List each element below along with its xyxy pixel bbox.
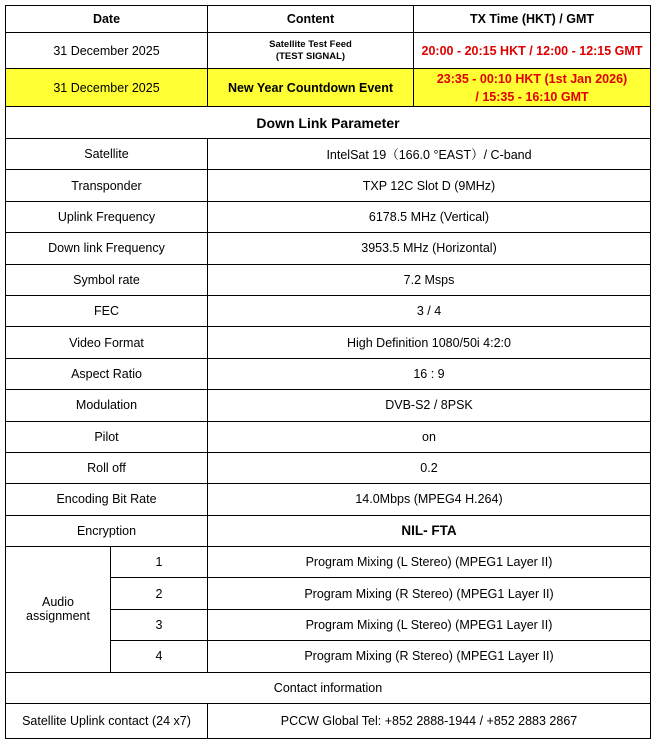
audio-channel-value: Program Mixing (L Stereo) (MPEG1 Layer II) — [208, 547, 651, 578]
schedule-time-line2: / 15:35 - 16:10 GMT — [475, 89, 589, 104]
param-value: on — [208, 421, 651, 452]
param-row — [6, 484, 651, 515]
param-value: 14.0Mbps (MPEG4 H.264) — [208, 484, 651, 515]
schedule-content — [208, 33, 414, 69]
audio-channel-value: Program Mixing (R Stereo) (MPEG1 Layer II) — [208, 578, 651, 609]
param-row — [6, 358, 651, 389]
param-label: Aspect Ratio — [6, 358, 208, 389]
param-label: Encryption — [6, 515, 208, 546]
param-label: Down link Frequency — [6, 233, 208, 264]
param-label: Uplink Frequency — [6, 201, 208, 232]
header-content: Content — [208, 6, 414, 33]
param-row — [6, 139, 651, 170]
param-value: NIL- FTA — [208, 515, 651, 546]
audio-assignment-label: Audio assignment — [6, 547, 111, 673]
param-row — [6, 201, 651, 232]
header-tx-time: TX Time (HKT) / GMT — [414, 6, 651, 33]
param-value: 3 / 4 — [208, 295, 651, 326]
contact-value: PCCW Global Tel: +852 2888-1944 / +852 2883 2867 — [208, 703, 651, 738]
contact-title: Contact information — [6, 672, 651, 703]
param-value: 3953.5 MHz (Horizontal) — [208, 233, 651, 264]
audio-channel-number: 2 — [111, 578, 208, 609]
param-row — [6, 264, 651, 295]
header-row — [6, 6, 651, 33]
param-label: Roll off — [6, 452, 208, 483]
downlink-title-row — [6, 107, 651, 139]
param-value: TXP 12C Slot D (9MHz) — [208, 170, 651, 201]
param-label: Symbol rate — [6, 264, 208, 295]
audio-channel-number: 4 — [111, 641, 208, 672]
audio-channel-number: 1 — [111, 547, 208, 578]
param-row-encryption — [6, 515, 651, 546]
param-row — [6, 452, 651, 483]
param-value: 0.2 — [208, 452, 651, 483]
param-value: IntelSat 19（166.0 °EAST）/ C-band — [208, 139, 651, 170]
param-label: Transponder — [6, 170, 208, 201]
downlink-title: Down Link Parameter — [6, 107, 651, 139]
param-value: 6178.5 MHz (Vertical) — [208, 201, 651, 232]
param-label: FEC — [6, 295, 208, 326]
param-label: Encoding Bit Rate — [6, 484, 208, 515]
param-value: High Definition 1080/50i 4:2:0 — [208, 327, 651, 358]
schedule-time: 20:00 - 20:15 HKT / 12:00 - 12:15 GMT — [414, 33, 651, 69]
schedule-content-line1: Satellite Test Feed — [269, 38, 352, 50]
param-value: 16 : 9 — [208, 358, 651, 389]
audio-channel-number: 3 — [111, 609, 208, 640]
param-value: 7.2 Msps — [208, 264, 651, 295]
param-row — [6, 327, 651, 358]
schedule-row-highlighted — [6, 69, 651, 107]
schedule-time — [414, 69, 651, 107]
param-row — [6, 295, 651, 326]
schedule-row — [6, 33, 651, 69]
satellite-parameter-table — [5, 5, 651, 739]
param-row — [6, 233, 651, 264]
param-label: Satellite — [6, 139, 208, 170]
contact-label: Satellite Uplink contact (24 x7) — [6, 703, 208, 738]
audio-row — [6, 547, 651, 578]
contact-title-row — [6, 672, 651, 703]
param-label: Pilot — [6, 421, 208, 452]
contact-row — [6, 703, 651, 738]
param-label: Video Format — [6, 327, 208, 358]
schedule-content: New Year Countdown Event — [208, 69, 414, 107]
param-row — [6, 170, 651, 201]
audio-channel-value: Program Mixing (L Stereo) (MPEG1 Layer II) — [208, 609, 651, 640]
header-date: Date — [6, 6, 208, 33]
param-value: DVB-S2 / 8PSK — [208, 390, 651, 421]
schedule-content-line2: (TEST SIGNAL) — [275, 50, 346, 62]
schedule-date: 31 December 2025 — [6, 69, 208, 107]
param-row — [6, 390, 651, 421]
audio-channel-value: Program Mixing (R Stereo) (MPEG1 Layer II) — [208, 641, 651, 672]
schedule-time-line1: 23:35 - 00:10 HKT (1st Jan 2026) — [436, 71, 628, 86]
schedule-date: 31 December 2025 — [6, 33, 208, 69]
param-label: Modulation — [6, 390, 208, 421]
param-row — [6, 421, 651, 452]
